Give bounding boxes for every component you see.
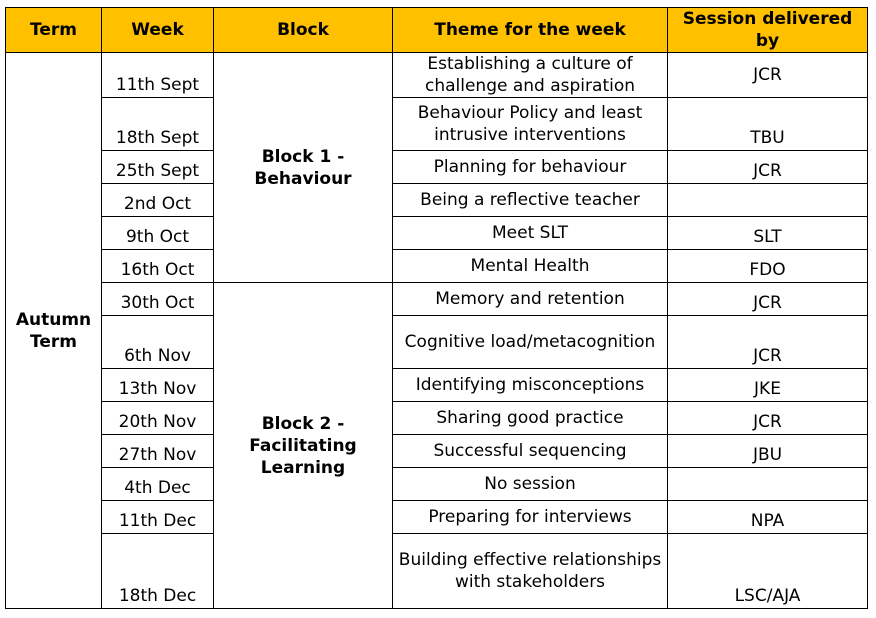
delivered-by-cell: SLT [668,217,868,250]
table-row [6,316,868,369]
theme-cell: Establishing a culture of challenge and aspiration [393,53,668,98]
table-row [6,468,868,501]
delivered-by-cell: JCR [668,402,868,435]
theme-cell: Being a reflective teacher [393,184,668,217]
delivered-by-cell: JCR [668,316,868,369]
theme-cell: Cognitive load/metacognition [393,316,668,369]
delivered-by-cell: JKE [668,369,868,402]
schedule-table [5,7,868,609]
week-cell: 4th Dec [102,468,214,501]
table-row [6,283,868,316]
week-cell: 25th Sept [102,151,214,184]
theme-cell: Behaviour Policy and least intrusive interventions [393,98,668,151]
header-block: Block [214,8,393,53]
week-cell: 13th Nov [102,369,214,402]
table-row [6,534,868,609]
header-theme: Theme for the week [393,8,668,53]
table-row [6,217,868,250]
theme-cell: Sharing good practice [393,402,668,435]
block-2-cell: Block 2 - Facilitating Learning [214,283,393,609]
week-cell: 2nd Oct [102,184,214,217]
table-row [6,250,868,283]
header-delivered-by: Session delivered by [668,8,868,53]
header-term: Term [6,8,102,53]
theme-cell: Identifying misconceptions [393,369,668,402]
delivered-by-cell: NPA [668,501,868,534]
week-cell: 6th Nov [102,316,214,369]
table-row [6,151,868,184]
table-row [6,184,868,217]
delivered-by-cell [668,468,868,501]
delivered-by-cell: JCR [668,283,868,316]
delivered-by-cell: TBU [668,98,868,151]
week-cell: 27th Nov [102,435,214,468]
theme-cell: Mental Health [393,250,668,283]
theme-cell: Successful sequencing [393,435,668,468]
week-cell: 18th Sept [102,98,214,151]
delivered-by-cell: JCR [668,53,868,98]
week-cell: 11th Dec [102,501,214,534]
theme-cell: Preparing for interviews [393,501,668,534]
header-week: Week [102,8,214,53]
table-row [6,435,868,468]
week-cell: 30th Oct [102,283,214,316]
theme-cell: Memory and retention [393,283,668,316]
week-cell: 20th Nov [102,402,214,435]
delivered-by-cell: JCR [668,151,868,184]
week-cell: 9th Oct [102,217,214,250]
delivered-by-cell: LSC/AJA [668,534,868,609]
block-1-cell: Block 1 - Behaviour [214,53,393,283]
table-row [6,402,868,435]
theme-cell: Meet SLT [393,217,668,250]
table-row [6,501,868,534]
theme-cell: No session [393,468,668,501]
week-cell: 16th Oct [102,250,214,283]
theme-cell: Planning for behaviour [393,151,668,184]
week-cell: 18th Dec [102,534,214,609]
week-cell: 11th Sept [102,53,214,98]
schedule-table-wrapper [5,7,867,609]
theme-cell: Building effective relationships with stakeholders [393,534,668,609]
table-row [6,369,868,402]
term-cell: Autumn Term [6,53,102,609]
delivered-by-cell: FDO [668,250,868,283]
header-row [6,8,868,53]
delivered-by-cell: JBU [668,435,868,468]
table-row [6,98,868,151]
table-row [6,53,868,98]
delivered-by-cell [668,184,868,217]
